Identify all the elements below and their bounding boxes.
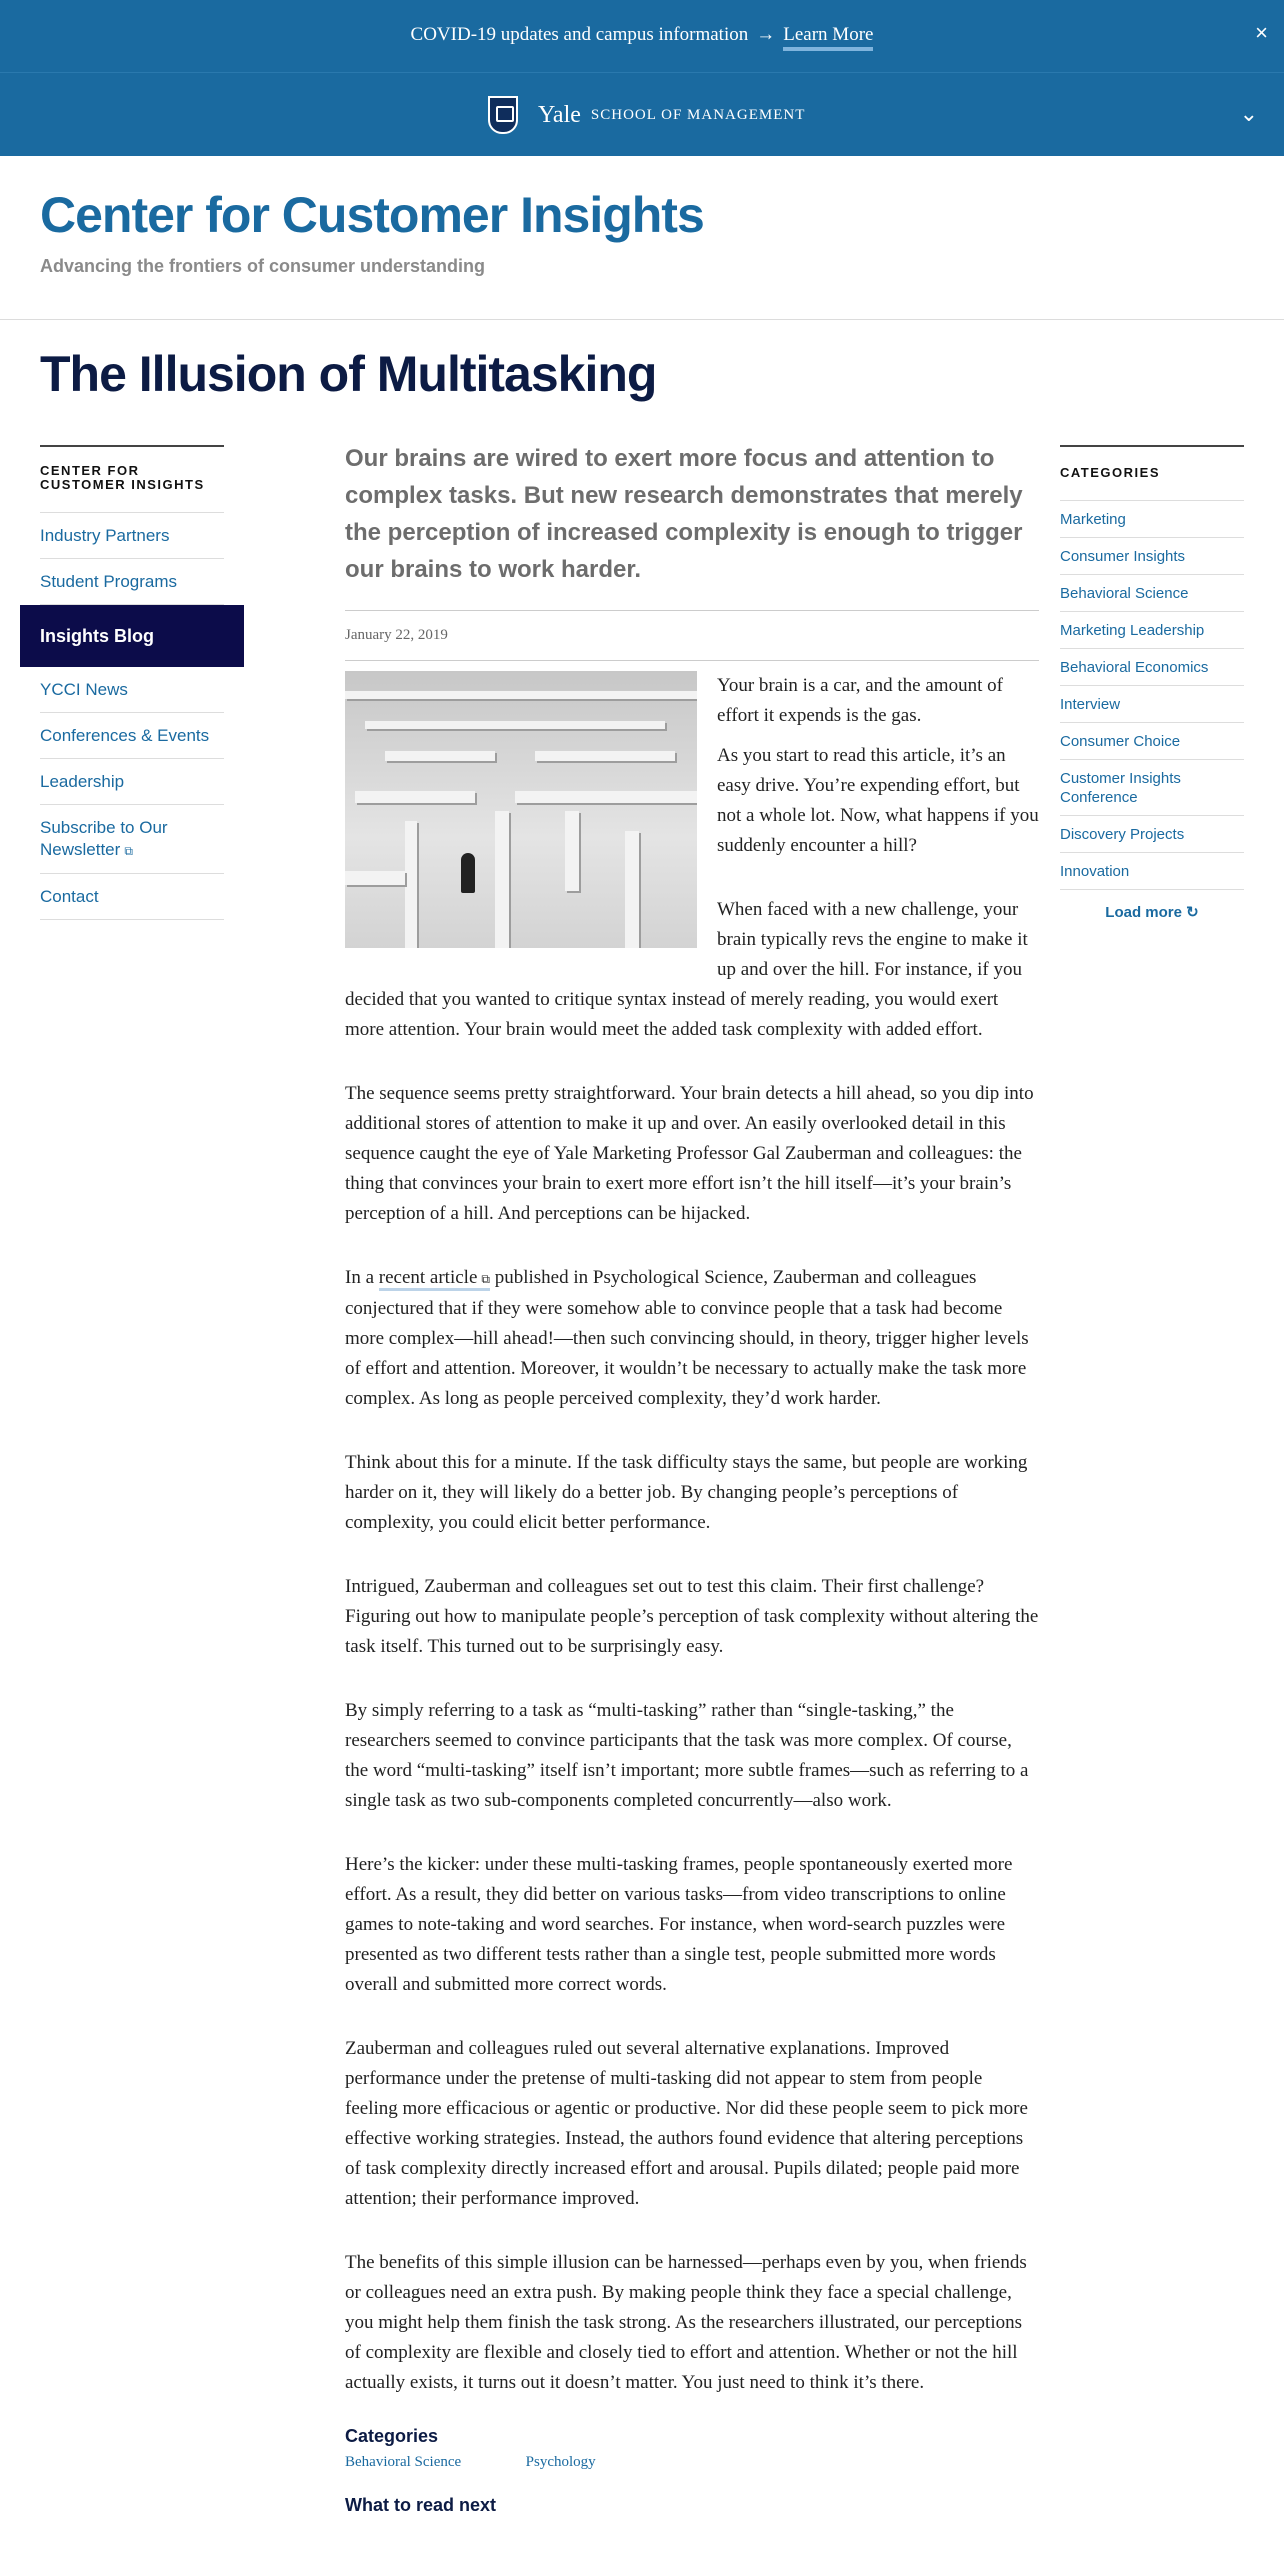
paragraph: The sequence seems pretty straightforward. Your brain detects a hill ahead, so you dip into additional stores of attention to make it up and over. An easily overlooked detail in this sequence caught the eye of Yale Marketing Professor Gal Zauberman and colleagues: the thing that convinces your brain to exert more effort isn’t the hill itself—it’s your brain’s perception of a hill. And perceptions can be hijacked.: [345, 1083, 1034, 1224]
category-innovation[interactable]: Innovation: [1060, 853, 1244, 890]
category-marketing[interactable]: Marketing: [1060, 501, 1244, 538]
article-date: January 22, 2019: [345, 611, 1039, 661]
nav-item-label: Subscribe to Our Newsletter: [40, 818, 168, 859]
categories-sidebar: [1060, 445, 1244, 921]
paragraph: [345, 1263, 1039, 1414]
paragraph: The benefits of this simple illusion can be harnessed—perhaps even by you, when friends or colleagues need an extra push. By making people think they face a special challenge, you might help them finish the task strong. As the researchers illustrated, our perceptions of complexity are flexible and closely tied to effort and attention. Whether or not the hill actually exists, it turns out it doesn’t matter. You just need to think it’s there.: [345, 2252, 1027, 2393]
learn-more-link[interactable]: Learn More: [783, 24, 873, 51]
category-marketing-leadership[interactable]: Marketing Leadership: [1060, 612, 1244, 649]
person-figure: [461, 853, 475, 893]
nav-item-contact[interactable]: Contact: [40, 874, 224, 920]
external-link-icon: ⧉: [124, 844, 133, 858]
nav-item-ycci-news[interactable]: YCCI News: [40, 667, 224, 713]
close-icon[interactable]: ×: [1255, 20, 1268, 45]
site-header: [0, 156, 1284, 320]
category-links: [345, 2453, 1039, 2471]
covid-banner: [0, 0, 1284, 72]
covid-banner-message: [0, 24, 1284, 46]
paragraph: Think about this for a minute. If the task difficulty stays the same, but people are working harder on it, they will likely do a better job. By changing people’s perceptions of complexity, you could elicit better performance.: [345, 1452, 1028, 1533]
chevron-down-icon[interactable]: ⌄: [1239, 101, 1258, 126]
yale-shield-icon: [488, 96, 518, 134]
paragraph: Intrigued, Zauberman and colleagues set out to test this claim. Their first challenge? Figuring out how to manipulate people’s perception of task complexity without altering the task itself. This turned out to be surprisingly easy.: [345, 1576, 1039, 1657]
nav-item-insights-blog[interactable]: Insights Blog: [20, 605, 244, 667]
arrow-right-icon: →: [756, 24, 776, 45]
nav-heading: CENTER FOR CUSTOMER INSIGHTS: [40, 447, 224, 513]
paragraph-text: published in Psychological Science, Zauberman and colleagues conjectured that if they were somehow able to convince people that a task had become more complex—hill ahead!—then such convincing should, in theory, trigger higher levels of effort and attention. Moreover, it wouldn’t be necessary to actually make the task more complex. As long as people perceived complexity, they’d work harder.: [345, 1267, 1029, 1409]
school-name: SCHOOL OF MANAGEMENT: [590, 106, 806, 123]
refresh-icon: ↻: [1186, 904, 1199, 921]
categories-heading: CATEGORIES: [1060, 447, 1244, 501]
maze-image: [345, 671, 697, 948]
paragraph-text: In a: [345, 1267, 379, 1288]
covid-banner-text: COVID-19 updates and campus information: [410, 24, 749, 45]
left-sidebar-nav: [40, 445, 224, 920]
article-categories: [345, 2426, 1039, 2516]
category-interview[interactable]: Interview: [1060, 686, 1244, 723]
article-body: [345, 661, 1039, 2398]
nav-item-conferences-events[interactable]: Conferences & Events: [40, 713, 224, 759]
nav-item-subscribe-newsletter[interactable]: [40, 805, 224, 874]
article-main: [345, 440, 1039, 2516]
recent-article-link[interactable]: [379, 1267, 490, 1291]
paragraph: Zauberman and colleagues ruled out several alternative explanations. Improved performance under the pretense of multi-tasking did not appear to stem from people feeling more efficacious or agentic or productive. Nor did these people seem to pick more effective working strategies. Instead, the authors found evidence that altering perceptions of task complexity directly increased effort and arousal. Pupils dilated; people paid more attention; their performance improved.: [345, 2038, 1028, 2209]
nav-item-industry-partners[interactable]: Industry Partners: [40, 513, 224, 559]
category-consumer-choice[interactable]: Consumer Choice: [1060, 723, 1244, 760]
load-more-label: Load more: [1105, 904, 1182, 921]
paragraph: When faced with a new challenge, your brain typically revs the engine to make it up and over the hill. For instance, if you decided that you wanted to critique syntax instead of merely reading, you would exert more attention. Your brain would meet the added task complexity with added effort.: [345, 899, 1028, 1040]
paragraph: Here’s the kicker: under these multi-tasking frames, people spontaneously exerted more effort. As a result, they did better on various tasks—from video transcriptions to online games to note-taking and word searches. For instance, when word-search puzzles were presented as two different tests rather than a single test, people submitted more words overall and submitted more correct words.: [345, 1854, 1013, 1995]
load-more-button[interactable]: [1060, 903, 1244, 921]
category-link-psychology[interactable]: Psychology: [525, 2454, 596, 2470]
yale-som-logo[interactable]: [488, 93, 805, 137]
site-title[interactable]: Center for Customer Insights: [40, 187, 704, 243]
nav-item-student-programs[interactable]: Student Programs: [40, 559, 224, 605]
yale-wordmark: Yale: [538, 101, 581, 128]
categories-title: Categories: [345, 2426, 439, 2446]
category-link-behavioral-science[interactable]: Behavioral Science: [345, 2454, 462, 2470]
category-customer-insights-conference[interactable]: Customer Insights Conference: [1060, 760, 1244, 816]
category-consumer-insights[interactable]: Consumer Insights: [1060, 538, 1244, 575]
category-behavioral-economics[interactable]: Behavioral Economics: [1060, 649, 1244, 686]
category-discovery-projects[interactable]: Discovery Projects: [1060, 816, 1244, 853]
category-behavioral-science[interactable]: Behavioral Science: [1060, 575, 1244, 612]
paragraph: As you start to read this article, it’s an easy drive. You’re expending effort, but not a whole lot. Now, what happens if you suddenly encounter a hill?: [717, 745, 1039, 856]
page-title: The Illusion of Multitasking: [40, 346, 657, 402]
yale-header: [0, 72, 1284, 156]
site-subtitle: Advancing the frontiers of consumer understanding: [40, 256, 486, 276]
paragraph: Your brain is a car, and the amount of effort it expends is the gas.: [717, 675, 1003, 726]
external-link-icon: ⧉: [481, 1272, 490, 1286]
read-next-title: What to read next: [345, 2495, 497, 2515]
link-text: recent article: [378, 1267, 478, 1288]
paragraph: By simply referring to a task as “multi-tasking” rather than “single-tasking,” the researchers seemed to convince participants that the task was more complex. Of course, the word “multi-tasking” itself isn’t important; more subtle frames—such as referring to a single task as two sub-components completed concurrently—also work.: [345, 1700, 1029, 1811]
article-lede: Our brains are wired to exert more focus and attention to complex tasks. But new research demonstrates that merely the perception of increased complexity is enough to trigger our brains to work harder.: [345, 440, 1039, 611]
nav-item-leadership[interactable]: Leadership: [40, 759, 224, 805]
